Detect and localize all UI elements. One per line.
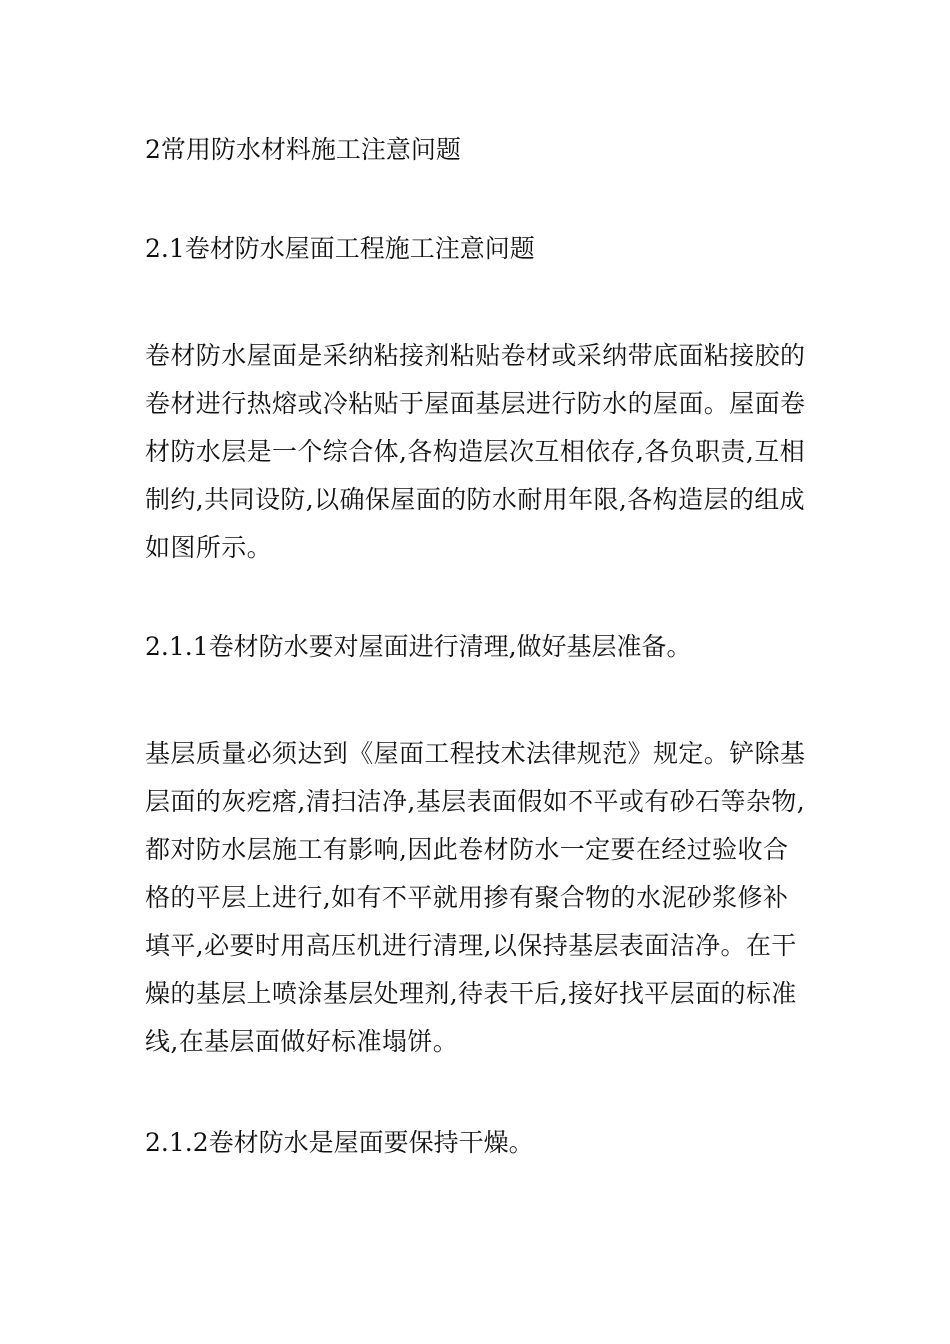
item-heading-keep-dry: 2.1.2卷材防水是屋面要保持干燥。	[145, 1128, 534, 1157]
item-heading-base-preparation: 2.1.1卷材防水要对屋面进行清理,做好基层准备。	[145, 632, 692, 661]
section-heading: 2常用防水材料施工注意问题	[145, 135, 461, 164]
body-paragraph-base-quality: 基层质量必须达到《屋面工程技术法律规范》规定。铲除基层面的灰疙瘩,清扫洁净,基层表面假如不平或有砂石等杂物,都对防水层施工有影响,因此卷材防水一定要在经过验收合格的平层上进行,如有不平就用掺有聚合物的水泥砂浆修补填平,必要时用高压机进行清理,以保持基层表面洁净。在干燥的基层上喷涂基层处理剂,待表干后,接好找平层面的标准线,在基层面做好标准塌饼。	[145, 739, 806, 1056]
body-paragraph-roof-membrane: 卷材防水屋面是采纳粘接剂粘贴卷材或采纳带底面粘接胶的卷材进行热熔或冷粘贴于屋面基层进行防水的屋面。屋面卷材防水层是一个综合体,各构造层次互相依存,各负职责,互相制约,共同设防,以确保屋面的防水耐用年限,各构造层的组成如图所示。	[145, 341, 806, 562]
subsection-heading: 2.1卷材防水屋面工程施工注意问题	[145, 234, 535, 263]
